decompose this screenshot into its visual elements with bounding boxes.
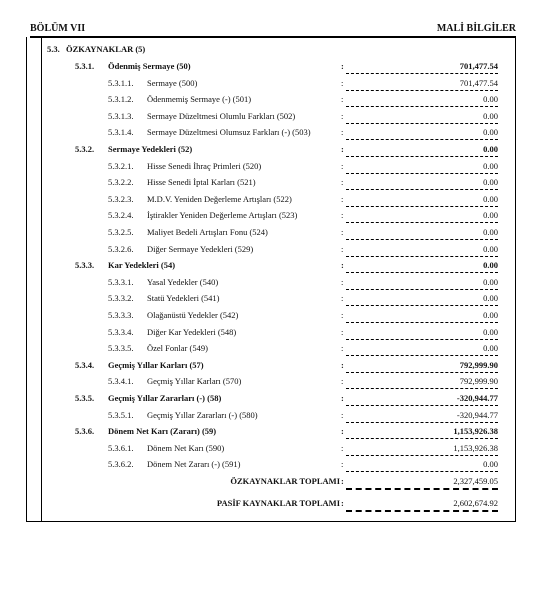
- account-row: [0, 441, 537, 457]
- account-value: 0.00: [483, 144, 498, 154]
- value-underline: [346, 272, 498, 273]
- account-value: 0.00: [483, 160, 498, 171]
- value-underline: [346, 422, 498, 423]
- value-underline: [346, 206, 498, 207]
- account-code: 5.3.2.5.: [108, 227, 134, 237]
- total-label: ÖZKAYNAKLAR TOPLAMI: [230, 476, 340, 486]
- account-value: 1,153,926.38: [453, 442, 498, 453]
- account-value: -320,944.77: [456, 409, 498, 420]
- total-row: [0, 496, 537, 512]
- account-row: [0, 291, 537, 307]
- colon-separator: :: [341, 110, 344, 121]
- account-code: 5.3.3.5.: [108, 343, 134, 354]
- value-underline: [346, 455, 498, 456]
- account-value: 0.00: [483, 293, 498, 304]
- value-underline: [346, 139, 498, 140]
- account-code: 5.3.3.: [75, 260, 95, 271]
- account-label: Diğer Sermaye Yedekleri (529): [147, 243, 254, 254]
- colon-separator: :: [341, 343, 344, 354]
- value-underline: [346, 438, 498, 439]
- account-label: Kar Yedekleri (54): [108, 260, 176, 271]
- account-label: Sermaye Düzeltmesi Olumsuz Farkları (-) (503): [147, 127, 311, 138]
- value-underline: [346, 106, 498, 107]
- account-value: 0.00: [483, 260, 498, 271]
- value-underline: [346, 123, 498, 124]
- total-underline: [346, 510, 498, 512]
- colon-separator: :: [341, 442, 344, 453]
- account-label: Yasal Yedekler (540): [147, 276, 219, 287]
- account-label: M.D.V. Yeniden Değerleme Artışları (522): [147, 193, 292, 204]
- account-code: 5.3.3.1.: [108, 276, 134, 287]
- account-row: [0, 457, 537, 473]
- value-underline: [346, 339, 498, 340]
- account-code: 5.3.2.4.: [108, 210, 134, 221]
- colon-separator: :: [341, 243, 344, 254]
- colon-separator: :: [341, 276, 344, 287]
- account-label: Olağanüstü Yedekler (542): [147, 310, 239, 320]
- account-code: 5.3.3.2.: [108, 293, 134, 304]
- account-value: 0.00: [483, 177, 498, 188]
- total-value: 2,327,459.05: [453, 476, 498, 486]
- bottom-rule: [26, 521, 516, 522]
- colon-separator: :: [341, 359, 344, 370]
- account-label: Geçmiş Yıllar Karları (570): [147, 376, 242, 387]
- colon-separator: :: [341, 193, 344, 204]
- account-row: [0, 125, 537, 141]
- colon-separator: :: [341, 127, 344, 138]
- account-code: 5.3.2.1.: [108, 160, 134, 171]
- account-group-row: [0, 258, 537, 274]
- account-label: Dönem Net Karı (590): [147, 442, 225, 453]
- colon-separator: :: [341, 160, 344, 171]
- value-underline: [346, 405, 498, 406]
- account-group-row: [0, 59, 537, 75]
- colon-separator: :: [341, 426, 344, 437]
- account-value: 701,477.54: [459, 61, 498, 71]
- account-label: Maliyet Bedeli Artışları Fonu (524): [147, 227, 268, 237]
- colon-separator: :: [341, 376, 344, 387]
- account-label: Ödenmiş Sermaye (50): [108, 61, 191, 71]
- account-code: 5.3.6.1.: [108, 442, 134, 453]
- value-underline: [346, 222, 498, 223]
- account-row: [0, 325, 537, 341]
- total-underline: [346, 488, 498, 490]
- account-row: [0, 308, 537, 324]
- colon-separator: :: [341, 94, 344, 105]
- account-value: 0.00: [483, 110, 498, 121]
- account-row: [0, 192, 537, 208]
- chapter-label: BÖLÜM VII: [30, 23, 86, 34]
- account-code: 5.3.1.4.: [108, 127, 134, 138]
- colon-separator: :: [341, 393, 344, 403]
- value-underline: [346, 173, 498, 174]
- account-row: [0, 242, 537, 258]
- account-value: 0.00: [483, 310, 498, 320]
- account-group-row: [0, 424, 537, 440]
- value-underline: [346, 388, 498, 389]
- account-value: 701,477.54: [459, 77, 498, 88]
- account-code: 5.3.5.: [75, 393, 95, 403]
- colon-separator: :: [341, 77, 344, 88]
- account-row: [0, 159, 537, 175]
- account-value: 0.00: [483, 243, 498, 254]
- account-value: 1,153,926.38: [453, 426, 498, 437]
- colon-separator: :: [341, 177, 344, 188]
- account-row: [0, 341, 537, 357]
- account-label: Sermaye (500): [147, 77, 198, 88]
- colon-separator: :: [341, 144, 344, 154]
- section-title-label: ÖZKAYNAKLAR (5): [66, 44, 146, 54]
- account-value: 0.00: [483, 227, 498, 237]
- value-underline: [346, 471, 498, 472]
- account-row: [0, 275, 537, 291]
- account-value: 0.00: [483, 127, 498, 138]
- colon-separator: :: [341, 293, 344, 304]
- total-value: 2,602,674.92: [453, 498, 498, 508]
- account-row: [0, 109, 537, 125]
- colon-separator: :: [341, 326, 344, 337]
- account-code: 5.3.1.2.: [108, 94, 134, 105]
- colon-separator: :: [341, 409, 344, 420]
- account-code: 5.3.1.3.: [108, 110, 134, 121]
- account-code: 5.3.5.1.: [108, 409, 134, 420]
- account-row: [0, 175, 537, 191]
- account-value: 0.00: [483, 193, 498, 204]
- total-label: PASİF KAYNAKLAR TOPLAMI: [216, 498, 340, 508]
- account-code: 5.3.2.: [75, 144, 95, 154]
- colon-separator: :: [341, 227, 344, 237]
- account-value: 0.00: [483, 210, 498, 221]
- account-label: Geçmiş Yıllar Zararları (-) (580): [147, 409, 258, 420]
- account-value: 0.00: [483, 276, 498, 287]
- account-group-row: [0, 391, 537, 407]
- account-row: [0, 374, 537, 390]
- account-code: 5.3.3.4.: [108, 326, 134, 337]
- account-group-row: [0, 358, 537, 374]
- account-label: Statü Yedekleri (541): [147, 293, 220, 304]
- value-underline: [346, 156, 498, 157]
- account-label: Diğer Kar Yedekleri (548): [147, 326, 237, 337]
- account-code: 5.3.2.3.: [108, 193, 134, 204]
- account-row: [0, 208, 537, 224]
- value-underline: [346, 355, 498, 356]
- value-underline: [346, 73, 498, 74]
- value-underline: [346, 322, 498, 323]
- account-code: 5.3.1.: [75, 61, 95, 71]
- colon-separator: :: [341, 498, 344, 508]
- value-underline: [346, 256, 498, 257]
- value-underline: [346, 90, 498, 91]
- account-label: Özel Fonlar (549): [147, 343, 208, 354]
- colon-separator: :: [341, 210, 344, 221]
- colon-separator: :: [341, 310, 344, 320]
- account-value: 0.00: [483, 326, 498, 337]
- account-label: Sermaye Yedekleri (52): [108, 144, 193, 154]
- account-code: 5.3.3.3.: [108, 310, 134, 320]
- account-row: [0, 225, 537, 241]
- account-row: [0, 76, 537, 92]
- account-row: [0, 92, 537, 108]
- account-value: 0.00: [483, 343, 498, 354]
- account-label: Sermaye Düzeltmesi Olumlu Farkları (502): [147, 110, 296, 121]
- colon-separator: :: [341, 61, 344, 71]
- account-value: 792,999.90: [459, 359, 498, 370]
- account-code: 5.3.6.2.: [108, 459, 134, 470]
- account-label: Dönem Net Karı (Zararı) (59): [108, 426, 217, 437]
- account-group-row: [0, 142, 537, 158]
- account-code: 5.3.2.2.: [108, 177, 134, 188]
- value-underline: [346, 372, 498, 373]
- account-code: 5.3.6.: [75, 426, 95, 437]
- account-value: -320,944.77: [456, 393, 498, 403]
- account-label: İştirakler Yeniden Değerleme Artışları (523): [147, 210, 298, 221]
- section-title: [0, 42, 537, 58]
- value-underline: [346, 189, 498, 190]
- account-value: 0.00: [483, 94, 498, 105]
- account-label: Ödenmemiş Sermaye (-) (501): [147, 94, 252, 105]
- account-row: [0, 408, 537, 424]
- account-code: 5.3.2.6.: [108, 243, 134, 254]
- section-label: MALİ BİLGİLER: [436, 23, 516, 34]
- account-code: 5.3.1.1.: [108, 77, 134, 88]
- account-label: Hisse Senedi İptal Karları (521): [147, 177, 256, 188]
- account-label: Dönem Net Zararı (-) (591): [147, 459, 241, 470]
- account-label: Hisse Senedi İhraç Primleri (520): [147, 160, 262, 171]
- colon-separator: :: [341, 476, 344, 486]
- header-rule: [30, 36, 516, 38]
- account-label: Geçmiş Yıllar Zararları (-) (58): [108, 393, 222, 403]
- colon-separator: :: [341, 260, 344, 271]
- colon-separator: :: [341, 459, 344, 470]
- account-label: Geçmiş Yıllar Karları (57): [108, 359, 204, 370]
- account-code: 5.3.4.: [75, 359, 95, 370]
- account-code: 5.3.4.1.: [108, 376, 134, 387]
- value-underline: [346, 239, 498, 240]
- account-value: 792,999.90: [459, 376, 498, 387]
- section-number: 5.3.: [47, 44, 60, 54]
- value-underline: [346, 305, 498, 306]
- total-row: [0, 474, 537, 490]
- account-value: 0.00: [483, 459, 498, 470]
- value-underline: [346, 289, 498, 290]
